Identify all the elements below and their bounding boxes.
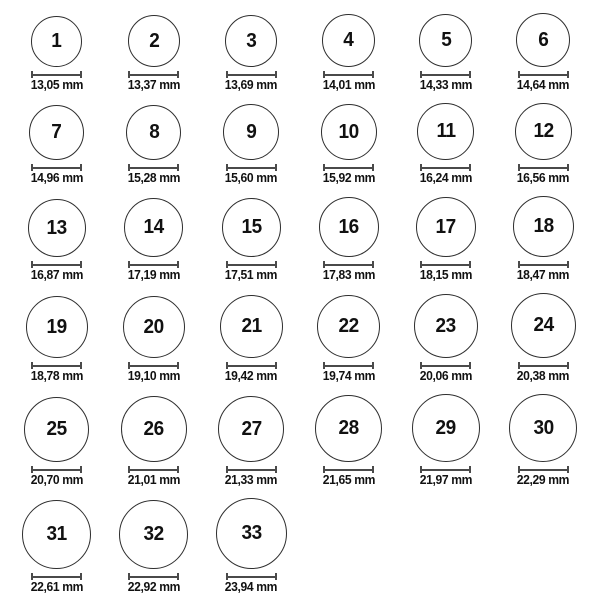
ring-size-cell bbox=[315, 395, 382, 487]
ring-size-number: 21 bbox=[241, 315, 262, 337]
diameter-measure-line bbox=[420, 261, 471, 268]
ring-size-number: 29 bbox=[435, 416, 457, 439]
diameter-label: 18,47 mm bbox=[517, 268, 570, 282]
ring-circle bbox=[26, 296, 88, 358]
ring-size-number: 30 bbox=[533, 416, 554, 439]
diameter-label: 13,69 mm bbox=[225, 78, 278, 92]
ring-circle bbox=[321, 104, 377, 160]
ring-size-number: 23 bbox=[435, 314, 457, 337]
diameter-label: 14,96 mm bbox=[30, 171, 83, 185]
ring-size-cell bbox=[322, 14, 376, 92]
ring-circle bbox=[317, 295, 380, 358]
ring-size-cell bbox=[317, 295, 380, 383]
ring-size-number: 31 bbox=[46, 523, 67, 545]
ring-size-number: 12 bbox=[533, 120, 554, 142]
ring-size-number: 22 bbox=[338, 315, 359, 337]
ring-size-number: 8 bbox=[148, 121, 160, 143]
ring-circle bbox=[216, 498, 287, 569]
ring-size-cell bbox=[321, 104, 377, 185]
ring-circle bbox=[509, 394, 577, 462]
diameter-measure-line bbox=[226, 466, 277, 473]
ring-circle bbox=[223, 104, 279, 160]
ring-size-cell bbox=[30, 16, 84, 92]
diameter-label: 15,60 mm bbox=[225, 171, 278, 185]
ring-size-cell bbox=[119, 500, 188, 594]
diameter-label: 19,10 mm bbox=[127, 369, 181, 383]
ring-circle bbox=[31, 16, 82, 67]
diameter-label: 16,56 mm bbox=[517, 171, 570, 185]
ring-circle bbox=[414, 294, 478, 358]
diameter-label: 21,33 mm bbox=[225, 473, 278, 487]
diameter-measure-line bbox=[128, 261, 179, 268]
ring-size-number: 10 bbox=[338, 120, 359, 143]
diameter-label: 19,74 mm bbox=[322, 369, 375, 383]
ring-size-cell bbox=[511, 293, 576, 383]
diameter-measure-line bbox=[323, 71, 374, 78]
diameter-label: 21,97 mm bbox=[419, 473, 473, 487]
diameter-label: 14,01 mm bbox=[322, 78, 375, 92]
ring-size-cell bbox=[24, 397, 89, 487]
ring-size-cell bbox=[123, 296, 185, 383]
ring-size-cell bbox=[127, 15, 181, 92]
ring-circle bbox=[419, 14, 472, 67]
diameter-measure-line bbox=[226, 362, 277, 369]
ring-size-number: 19 bbox=[46, 315, 67, 338]
ring-size-number: 33 bbox=[241, 522, 262, 544]
diameter-measure-line bbox=[128, 71, 179, 78]
diameter-label: 16,87 mm bbox=[30, 268, 83, 282]
ring-size-number: 27 bbox=[241, 417, 262, 440]
ring-circle bbox=[123, 296, 185, 358]
ring-circle bbox=[516, 13, 570, 67]
diameter-measure-line bbox=[323, 362, 374, 369]
ring-size-cell bbox=[515, 103, 572, 185]
ring-size-cell bbox=[416, 197, 476, 282]
diameter-measure-line bbox=[420, 466, 471, 473]
diameter-measure-line bbox=[518, 466, 569, 473]
ring-circle bbox=[218, 396, 284, 462]
ring-size-number: 1 bbox=[51, 30, 62, 52]
ring-size-number: 6 bbox=[538, 28, 549, 51]
ring-size-number: 18 bbox=[533, 215, 554, 237]
diameter-measure-line bbox=[420, 164, 471, 171]
diameter-label: 15,92 mm bbox=[322, 171, 375, 185]
ring-size-cell bbox=[26, 296, 88, 383]
ring-size-number: 9 bbox=[246, 120, 257, 143]
diameter-label: 18,15 mm bbox=[419, 268, 473, 282]
ring-size-number: 26 bbox=[143, 417, 165, 440]
diameter-label: 23,94 mm bbox=[225, 580, 278, 594]
ring-circle bbox=[417, 103, 474, 160]
ring-size-number: 13 bbox=[46, 216, 67, 239]
ring-size-number: 25 bbox=[46, 418, 67, 440]
diameter-label: 15,28 mm bbox=[127, 171, 181, 185]
ring-circle bbox=[222, 198, 281, 257]
ring-circle bbox=[225, 15, 277, 67]
diameter-measure-line bbox=[420, 71, 471, 78]
ring-size-number: 11 bbox=[436, 120, 456, 142]
ring-size-number: 5 bbox=[440, 29, 452, 51]
diameter-measure-line bbox=[226, 261, 277, 268]
ring-size-cell bbox=[216, 498, 287, 594]
diameter-measure-line bbox=[518, 261, 569, 268]
ring-size-cell bbox=[412, 394, 480, 487]
diameter-label: 22,61 mm bbox=[30, 580, 83, 594]
diameter-measure-line bbox=[323, 466, 374, 473]
diameter-measure-line bbox=[31, 71, 82, 78]
diameter-measure-line bbox=[323, 261, 374, 268]
diameter-measure-line bbox=[323, 164, 374, 171]
ring-circle bbox=[511, 293, 576, 358]
diameter-measure-line bbox=[128, 573, 179, 580]
diameter-measure-line bbox=[420, 362, 471, 369]
diameter-label: 22,92 mm bbox=[127, 580, 181, 594]
ring-size-cell bbox=[220, 295, 283, 383]
diameter-label: 21,01 mm bbox=[127, 473, 181, 487]
ring-size-cell bbox=[121, 396, 187, 487]
diameter-label: 20,70 mm bbox=[30, 473, 83, 487]
ring-size-number: 2 bbox=[148, 29, 160, 52]
ring-circle bbox=[416, 197, 476, 257]
ring-size-cell bbox=[223, 104, 279, 185]
diameter-measure-line bbox=[226, 164, 277, 171]
diameter-measure-line bbox=[226, 71, 277, 78]
ring-circle bbox=[319, 197, 379, 257]
diameter-measure-line bbox=[31, 261, 82, 268]
ring-size-cell bbox=[22, 500, 91, 594]
ring-size-cell bbox=[414, 294, 478, 383]
ring-circle bbox=[121, 396, 187, 462]
diameter-measure-line bbox=[31, 573, 82, 580]
ring-circle bbox=[22, 500, 91, 569]
diameter-label: 22,29 mm bbox=[517, 473, 570, 487]
ring-size-cell bbox=[28, 199, 86, 282]
ring-size-cell bbox=[509, 394, 577, 487]
ring-size-cell bbox=[222, 198, 281, 282]
ring-size-cell bbox=[218, 396, 284, 487]
ring-size-cell bbox=[513, 196, 574, 282]
diameter-label: 17,83 mm bbox=[322, 268, 375, 282]
diameter-label: 19,42 mm bbox=[225, 369, 278, 383]
ring-size-number: 17 bbox=[435, 215, 457, 238]
ring-size-cell bbox=[419, 14, 473, 92]
diameter-label: 21,65 mm bbox=[322, 473, 375, 487]
diameter-label: 16,24 mm bbox=[419, 171, 473, 185]
ring-circle bbox=[322, 14, 375, 67]
ring-circle bbox=[29, 105, 84, 160]
ring-circle bbox=[513, 196, 574, 257]
diameter-label: 14,64 mm bbox=[517, 78, 570, 92]
ring-size-number: 14 bbox=[143, 216, 165, 238]
diameter-measure-line bbox=[518, 164, 569, 171]
diameter-measure-line bbox=[128, 362, 179, 369]
ring-size-cell bbox=[516, 13, 570, 92]
ring-size-number: 24 bbox=[533, 314, 554, 336]
ring-circle bbox=[128, 15, 180, 67]
diameter-label: 20,38 mm bbox=[517, 369, 570, 383]
ring-size-number: 16 bbox=[338, 215, 359, 238]
diameter-measure-line bbox=[226, 573, 277, 580]
ring-size-cell bbox=[29, 105, 84, 185]
ring-size-number: 15 bbox=[241, 216, 262, 238]
diameter-label: 17,19 mm bbox=[127, 268, 181, 282]
diameter-measure-line bbox=[128, 164, 179, 171]
ring-size-number: 28 bbox=[338, 417, 359, 439]
ring-circle bbox=[24, 397, 89, 462]
ring-size-number: 32 bbox=[143, 523, 165, 545]
diameter-label: 18,78 mm bbox=[30, 369, 83, 383]
ring-circle bbox=[119, 500, 188, 569]
diameter-measure-line bbox=[518, 362, 569, 369]
diameter-measure-line bbox=[518, 71, 569, 78]
diameter-label: 20,06 mm bbox=[419, 369, 473, 383]
diameter-label: 13,05 mm bbox=[30, 78, 83, 92]
ring-circle bbox=[515, 103, 572, 160]
ring-size-cell bbox=[417, 103, 474, 185]
diameter-label: 14,33 mm bbox=[419, 78, 473, 92]
diameter-measure-line bbox=[31, 362, 82, 369]
diameter-measure-line bbox=[31, 466, 82, 473]
diameter-label: 13,37 mm bbox=[127, 78, 181, 92]
ring-circle bbox=[220, 295, 283, 358]
ring-size-cell bbox=[124, 198, 183, 282]
ring-size-number: 20 bbox=[143, 315, 165, 338]
ring-circle bbox=[126, 105, 181, 160]
diameter-measure-line bbox=[128, 466, 179, 473]
ring-size-number: 7 bbox=[51, 121, 62, 143]
ring-size-number: 3 bbox=[246, 29, 257, 52]
ring-circle bbox=[28, 199, 86, 257]
ring-size-cell bbox=[224, 15, 278, 92]
diameter-measure-line bbox=[31, 164, 82, 171]
ring-size-cell bbox=[319, 197, 379, 282]
ring-circle bbox=[412, 394, 480, 462]
diameter-label: 17,51 mm bbox=[225, 268, 278, 282]
ring-circle bbox=[315, 395, 382, 462]
ring-size-number: 4 bbox=[343, 29, 354, 51]
ring-size-cell bbox=[126, 105, 181, 185]
ring-circle bbox=[124, 198, 183, 257]
